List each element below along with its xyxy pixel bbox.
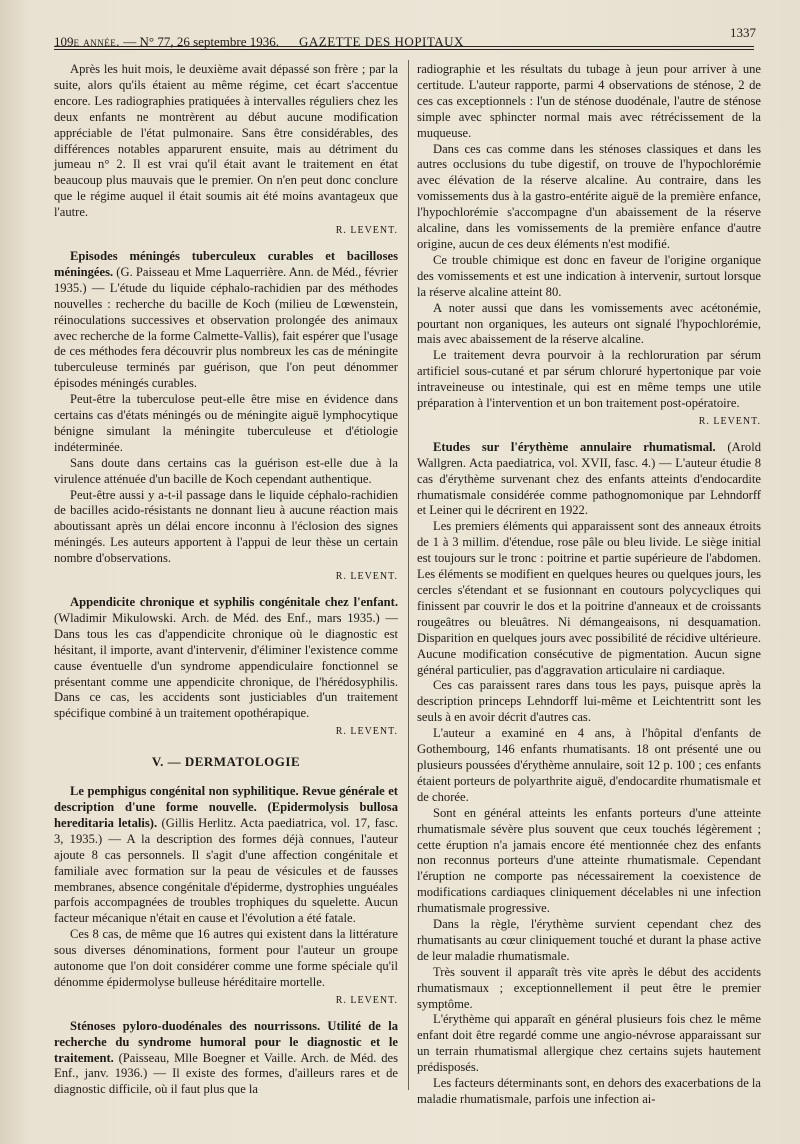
volume-suffix: e année. <box>73 34 120 49</box>
paragraph: Ces cas paraissent rares dans tous les pays, puisque après la description princeps Lehndorff lui-même et Leichtentritt sont les seuls à en avoir décrit d'autres cas. <box>417 678 761 725</box>
journal-title: GAZETTE DES HOPITAUX <box>299 34 464 49</box>
article-citation: (Paisseau, Mlle Boegner et Vaille. Arch. de Méd. des Enf., janv. 1936.) — Il existe des formes, d'ailleurs rares et de diagnostic difficile, où il faut plus que la <box>54 1050 398 1097</box>
author-signature: R. LEVENT. <box>698 415 761 427</box>
paragraph: Ce trouble chimique est donc en faveur de l'origine organique des vomissements et est une indication à intervenir, surtout lorsque la réserve alcaline atteint 80. <box>417 252 761 299</box>
paragraph: Très souvent il apparaît très vite après le début des accidents rhumatismaux ; exceptionnellement il peut être le premier symptôme. <box>417 964 761 1011</box>
section-heading: V. — DERMATOLOGIE <box>151 754 301 770</box>
header-rule <box>54 46 754 50</box>
paragraph: L'auteur a examiné en 4 ans, à l'hôpital d'enfants de Gothembourg, 146 enfants rhumatisants. 18 ont présenté une ou plusieurs poussées d'érythème annulaire, soit 12 p. 100 ; ces enfants étaient porteurs de polyarthrite aiguë, d'endocardite rhumatismale et de chorée. <box>417 726 761 804</box>
column-divider <box>408 60 409 1090</box>
paragraph: Sans doute dans certains cas la guérison est-elle due à la virulence atténuée d'un bacille de Koch cependant authentique. <box>54 455 398 486</box>
paragraph: Ces 8 cas, de même que 16 autres qui existent dans la littérature sous diverses dénominations, forment pour l'auteur un groupe autonome que l'on doit considérer comme une forme spéciale qu'il dénomme épidermolyse bulleuse héréditaire mortelle. <box>54 927 398 989</box>
article-title: Appendicite chronique et syphilis congénitale chez l'enfant. <box>70 595 398 609</box>
paragraph: Le traitement devra pourvoir à la rechloruration par sérum artificiel sous-cutané et par sérum chloruré hypertonique par voie intraveineuse ou intestinale, qui est en même temps une utile préparation à l'intervention et un bon traitement post-opératoire. <box>417 348 761 411</box>
article-title: Le pemphigus congénital non syphilitique. Revue générale et description d'une forme nouvelle. (Epidermolysis bullosa hereditaria letalis). <box>54 784 398 830</box>
paragraph: Peut-être aussi y a-t-il passage dans le liquide céphalo-rachidien de bacilles acido-résistants ne donnant lieu à aucune réaction mais aboutissant après un délai encore inconnu à l'éclosion des signes méningés. Les auteurs apportent à l'appui de leur thèse un certain nombre d'observations. <box>54 487 398 566</box>
paragraph: radiographie et les résultats du tubage à jeun pour arriver à une certitude. L'auteur rapporte, parmi 4 observations de sténose, 2 de ces cas exceptionnels : l'un de sténose duodénale, l'autre de sténose simple avec sphincter normal mais avec rétrécissement de la muqueuse. <box>417 62 761 140</box>
page-number: 1337 <box>730 25 756 40</box>
paragraph: Sont en général atteints les enfants porteurs d'une atteinte rhumatismale sévère plus souvent que ceux touchés légèrement ; cette éruption n'a jamais encore été mentionnée chez des enfants non reconnus porteurs d'une atteinte rhumatismale. Cependant l'éruption ne comporte pas nécessairement la coexistence de modifications cardiaques cliniquement décelables ni une infection rhumatismale progressive. <box>417 805 761 916</box>
article-entry <box>54 1019 398 1099</box>
paragraph: Les facteurs déterminants sont, en dehors des exacerbations de la maladie rhumatismale, parfois une infection ai- <box>417 1076 762 1106</box>
author-signature: R. LEVENT. <box>335 726 398 738</box>
article-citation: (Wladimir Mikulowski. Arch. de Méd. des Enf., mars 1935.) — Dans tous les cas d'appendicite chronique où le diagnostic est hésitant, il importe, avant d'intervenir, d'éliminer l'existence comme cause éventuelle d'un syndrome appendiculaire fonctionnel se présentant comme une appendicite chronique, de l'hérédosyphilis. Dans ce cas, les accidents sont justiciables d'un traitement spécifique combiné à un traitement opothérapique. <box>54 610 398 721</box>
author-signature: R. LEVENT. <box>335 225 398 237</box>
article-entry <box>54 249 398 392</box>
article-citation: (Arold Wallgren. Acta paediatrica, vol. XVII, fasc. 4.) — L'auteur étudie 8 cas d'érythème survenant chez des enfants atteints d'endocardite rhumatismale considérée comme pathognomonique par Lehndorff et Leiner qui le décrirent en 1922. <box>417 439 761 518</box>
article-entry <box>54 595 398 722</box>
article-title: Etudes sur l'érythème annulaire rhumatismal. <box>433 439 716 454</box>
author-signature: R. LEVENT. <box>335 994 398 1006</box>
left-column <box>54 62 398 1098</box>
paragraph: A noter aussi que dans les vomissements avec acétonémie, pourtant non organiques, les auteurs ont signalé l'hypochlorémie, mais avec abaissement de la réserve alcaline. <box>417 300 761 347</box>
paragraph: L'érythème qui apparaît en général plusieurs fois chez le même enfant doit être regardé comme une angio-névrose apparaissant sur un terrain rhumatismal allergique chez certains sujets hautement prédisposés. <box>417 1012 761 1075</box>
paragraph: Peut-être la tuberculose peut-elle être mise en évidence dans certains cas d'états méningés ou de méningite aiguë lymphocytique bénigne simulant la méningite tuberculeuse et d'étiologie indéterminée. <box>54 392 398 454</box>
article-entry <box>417 440 761 520</box>
article-title: Episodes méningés tuberculeux curables et bacilloses méningées. <box>54 248 398 279</box>
article-citation: (Gillis Herlitz. Acta paediatrica, vol. 17, fasc. 3, 1935.) — A la description des formes déjà connues, l'auteur ajoute 8 cas personnels. Il s'agit d'une affection congénitale et familiale avec formation sur la peau de vésicules et de fausses membranes, absence congénitale d'épiderme, dystrophies unguéales parfois accompagnées de troubles trophiques du squelette. Aucun facteur mécanique n'était en cause et l'évolution a été fatale. <box>54 815 398 926</box>
volume-number: 109 <box>54 34 74 49</box>
author-signature: R. LEVENT. <box>335 571 398 583</box>
right-column <box>417 62 761 1108</box>
paragraph: Les premiers éléments qui apparaissent sont des anneaux étroits de 1 à 3 millim. d'étendue, rose pâle ou bleu livide. Le siège initial est toujours sur le tronc : poitrine et partie supérieure de l'abdomen. Les éléments se modifient en quelques heures ou quelques jours, les cercles s'étendant et se fusionnant en coutours polycycliques qui finissent par couvrir le dos et la poitrine d'anneaux et de croissants rougeâtres ou bleuâtres. Ni démangeaisons, ni desquamation. Disparition en quelques jours avec possibilité de récidive ultérieure. Aucune modification consécutive de pigmentation. Aucun signe général particulier, pas d'aggravation articulaire ni cardiaque. <box>417 519 761 677</box>
article-title: Sténoses pyloro-duodénales des nourrissons. Utilité de la recherche du syndrome humoral pour le diagnostic et le traitement. <box>54 1018 398 1065</box>
article-entry <box>54 784 398 927</box>
paragraph: Dans ces cas comme dans les sténoses classiques et dans les autres occlusions du tube digestif, on trouve de l'hypochlorémie avec élévation de la réserve alcaline. Au contraire, dans les vomissements dus à la gastro-entérite aiguë de la première enfance, l'hypochlorémie s'accompagne d'un abaissement de la réserve alcaline, dans les vomissements de la première enfance d'autre origine, aucun de ces deux éléments n'est modifié. <box>417 141 761 251</box>
paragraph: Après les huit mois, le deuxième avait dépassé son frère ; par la suite, alors qu'ils étaient au même régime, cet écart s'accentue encore. Les radiographies pratiquées à intervalles réguliers chez les deux enfants ne montrèrent au début aucune modification appréciable de l'état pulmonaire. Sans être considérables, des différences notables apparurent ensuite, mais au détriment du jumeau n° 2. Il est vrai qu'il était avant le traitement en état beaucoup plus mauvais que le premier. On n'en peut donc conclure que le régime auquel il était soumis ait été moins avantageux que l'autre. <box>54 62 398 220</box>
article-citation: (G. Paisseau et Mme Laquerrière. Ann. de Méd., février 1935.) — L'étude du liquide céphalo-rachidien par des méthodes nouvelles : recherche du bacille de Koch (milieu de Lœwenstein, réinoculations successives et observation prolongée des animaux avec recherche de la forme Calmette-Vallis), fait espérer que l'usage de ces méthodes fera découvrir plus nombreux les cas de méningite tuberculeuse terminés par guérison, que l'on peut dénommer épisodes méningés curables. <box>54 264 398 391</box>
paragraph: Dans la règle, l'érythème survient cependant chez des rhumatisants au cœur cliniquement touché et durant la phase active de leur maladie rhumatismale. <box>417 917 761 963</box>
issue-date: — N° 77, 26 septembre 1936. <box>123 34 280 49</box>
